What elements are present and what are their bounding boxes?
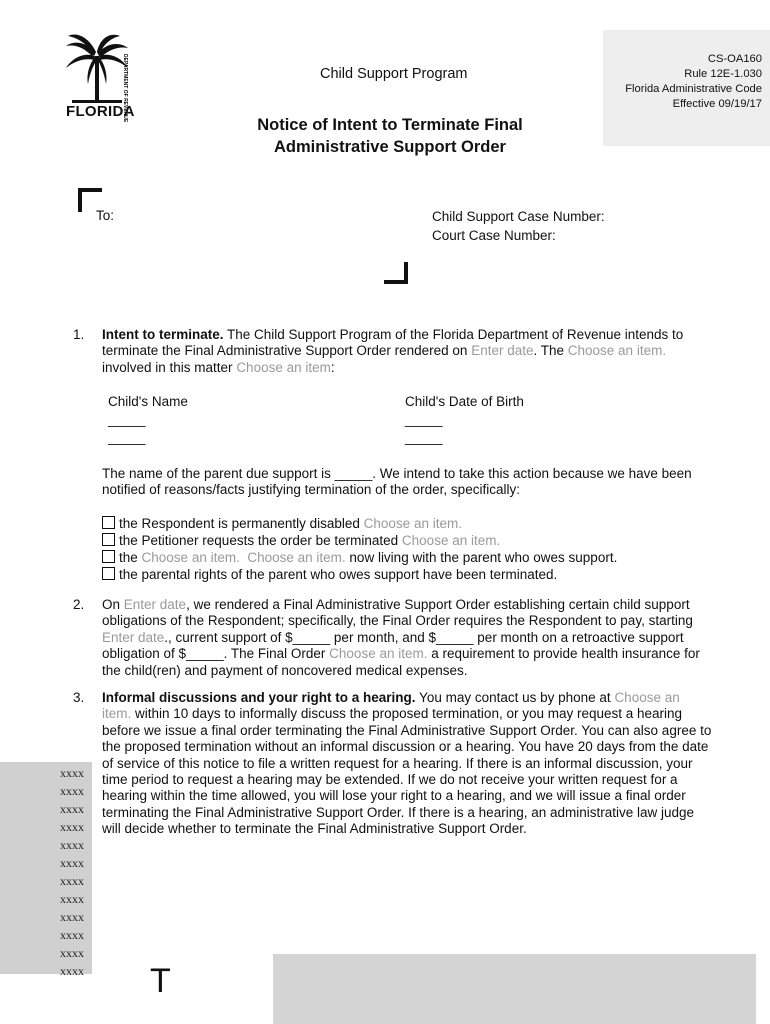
footer-mark: T (150, 962, 171, 1000)
reason-child-living-choice-1[interactable]: Choose an item. (141, 550, 240, 565)
reason-petitioner-choice[interactable]: Choose an item. (401, 533, 501, 548)
child-choice-field-2[interactable]: Choose an item (236, 359, 331, 375)
child-dob-blank[interactable]: _____ (405, 430, 443, 445)
parent-text-a: The name of the parent due support is (102, 466, 335, 481)
reason-child-living-label-b: now living with the parent who owes support. (345, 550, 618, 565)
bottom-gray-box (273, 954, 756, 1024)
margin-mark: xxxx (60, 856, 84, 870)
parent-due-support-text (102, 466, 712, 499)
support-start-date-field[interactable]: Enter date (102, 629, 165, 645)
section-3-number: 3. (73, 690, 85, 705)
current-support-blank[interactable]: _____ (292, 629, 331, 645)
reason-child-living (102, 549, 712, 566)
parent-name-blank[interactable]: _____ (334, 466, 373, 481)
section-2-text-d: per month, and $ (330, 629, 436, 645)
final-order-date-field[interactable]: Enter date (123, 597, 187, 612)
section-1-text-d: : (330, 359, 335, 375)
address-corner-bottom-right (384, 262, 408, 284)
margin-mark: xxxx (60, 784, 84, 798)
section-3-text-b: within 10 days to informally discuss the proposed termination, or you may request a hearing before we issue a final order terminating the Final Administrative Support Order. You can also agree to the proposed termination without an informal discussion or a hearing. You have 20 days from the date of service of this notice to file a written request for a hearing. If there is an informal discussion, your time period to request a hearing may be extended. If we do not receive your written request for a hearing within the time allowed, you will lose your right to a hearing, and we will issue a final order terminating the Final Administrative Support Order. If there is a hearing, an administrative law judge will decide whether to terminate the Final Administrative Support Order. (102, 706, 712, 837)
child-support-case-number-label: Child Support Case Number: (432, 209, 605, 224)
section-3-heading: Informal discussions and your right to a hearing. (102, 690, 416, 705)
child-name-column (108, 393, 188, 447)
child-dob-blank[interactable]: _____ (405, 412, 443, 427)
child-choice-field[interactable]: Choose an item. (567, 343, 667, 359)
section-1-text-b: . The (533, 343, 568, 359)
section-2-text-e: per month on a retroactive support obligation of $ (102, 629, 684, 662)
reason-disabled-label: the Respondent is permanently disabled (119, 516, 364, 531)
logo-wordmark: FLORIDA (66, 103, 135, 120)
margin-mark: xxxx (60, 838, 84, 852)
reason-rights-terminated (102, 566, 712, 583)
child-name-blank[interactable]: _____ (108, 412, 146, 427)
case-numbers (432, 208, 605, 245)
margin-mark: xxxx (60, 910, 84, 924)
form-info-box (603, 30, 770, 146)
form-effective-date: Effective 09/19/17 (672, 98, 762, 110)
child-name-blank[interactable]: _____ (108, 430, 146, 445)
reason-child-living-label-a: the (119, 550, 142, 565)
section-2-text-g: a requirement to provide health insurance for the child(ren) and payment of noncovered medical expenses. (102, 646, 700, 678)
retro-monthly-blank[interactable]: _____ (436, 629, 474, 645)
section-1-text (102, 327, 712, 376)
margin-mark: xxxx (60, 892, 84, 906)
program-name: Child Support Program (320, 66, 468, 82)
section-2-number: 2. (73, 597, 85, 612)
section-3-text-a: You may contact us by phone at (415, 690, 615, 705)
margin-mark: xxxx (60, 820, 84, 834)
section-2-text-a: On (102, 597, 124, 612)
reason-disabled-checkbox[interactable] (102, 516, 115, 529)
reason-child-living-choice-2[interactable]: Choose an item. (247, 550, 346, 565)
section-2-text-f: . The Final Order (223, 646, 330, 662)
reason-petitioner-checkbox[interactable] (102, 533, 115, 546)
margin-mark: xxxx (60, 928, 84, 942)
section-1-text-c: involved in this matter (102, 359, 237, 375)
section-1-text-a: The Child Support Program of the Florida Department of Revenue intends to terminate the Final Administrative Support Order rendered on (102, 327, 684, 359)
parent-text-b: . We intend to take this action because we have been notified of reasons/facts justifying termination of the order, specifically: (102, 466, 692, 498)
section-2-text-b: , we rendered a Final Administrative Support Order establishing certain child support obligations of the Respondent; specifically, the Final Order requires the Respondent to pay, starting (102, 597, 693, 629)
retro-total-blank[interactable]: _____ (186, 646, 224, 662)
reasons-checklist (102, 515, 712, 583)
margin-marks (60, 764, 92, 980)
section-3-text (102, 690, 712, 838)
form-code: CS-OA160 (707, 53, 762, 65)
reason-petitioner-request (102, 532, 712, 549)
margin-mark: xxxx (60, 946, 84, 960)
reason-disabled-choice[interactable]: Choose an item. (363, 516, 462, 531)
section-1-heading: Intent to terminate. (102, 327, 224, 342)
page-title (230, 114, 550, 158)
child-dob-column (405, 393, 524, 447)
reason-child-living-checkbox[interactable] (102, 550, 115, 563)
reason-rights-checkbox[interactable] (102, 567, 115, 580)
form-rule: Rule 12E-1.030 (684, 68, 762, 80)
section-2-text (102, 597, 712, 679)
title-line-1: Notice of Intent to Terminate Final (257, 116, 523, 134)
reason-petitioner-label: the Petitioner requests the order be terminated (119, 533, 402, 548)
child-dob-header: Child's Date of Birth (405, 394, 524, 409)
margin-mark: xxxx (60, 802, 84, 816)
reason-disabled (102, 515, 712, 532)
margin-mark: xxxx (60, 874, 84, 888)
section-2-text-c: ., current support of $ (164, 629, 293, 645)
phone-choice-field[interactable]: Choose an item. (102, 690, 680, 722)
section-1-number: 1. (73, 327, 85, 342)
margin-mark: xxxx (60, 766, 84, 780)
reason-rights-label: the parental rights of the parent who owes support have been terminated. (119, 567, 558, 582)
order-date-field[interactable]: Enter date (471, 343, 534, 359)
insurance-choice-field[interactable]: Choose an item. (329, 646, 428, 662)
form-admin-code: Florida Administrative Code (625, 83, 762, 95)
child-name-header: Child's Name (108, 394, 188, 409)
court-case-number-label: Court Case Number: (432, 227, 556, 243)
margin-mark: xxxx (60, 964, 84, 978)
to-label: To: (96, 208, 115, 223)
title-line-2: Administrative Support Order (274, 138, 506, 156)
logo-side-text: DEPARTMENT OF REVENUE (122, 54, 128, 122)
